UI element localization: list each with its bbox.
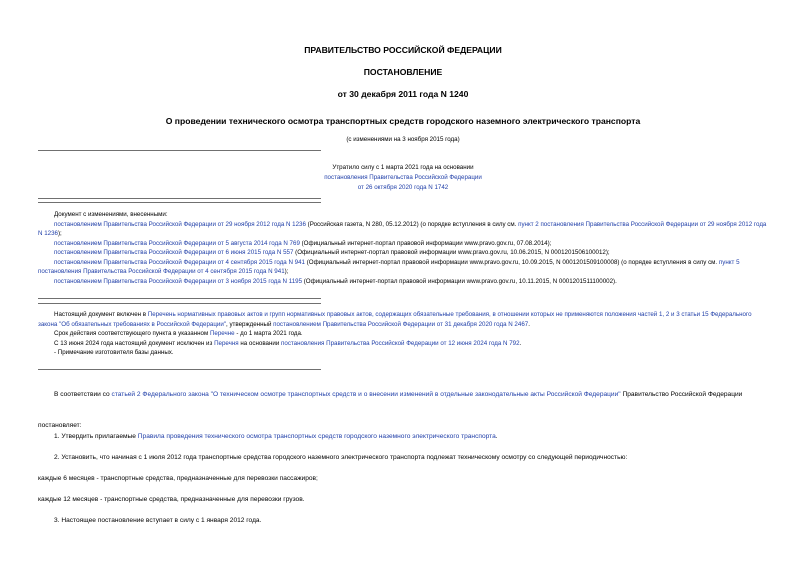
change-link[interactable]: пункт 2 постановления Правительства Российской Федерации от 29 ноября 2012 года N 1236 — [38, 220, 767, 237]
note-link[interactable]: Перечня — [214, 339, 239, 347]
divider — [38, 202, 321, 203]
period-6-months: каждые 6 месяцев - транспортные средства, предназначенные для перевозки пассажиров; — [38, 475, 318, 482]
lost-force-link-date[interactable]: от 26 октября 2020 года N 1742 — [357, 184, 449, 191]
note-footnote: - Примечание изготовителя базы данных. — [54, 349, 174, 356]
rules-link[interactable]: Правила проведения технического осмотра транспортных средств городского наземного электрического транспорта — [137, 433, 496, 440]
change-item: постановлением Правительства Российской Федерации от 29 ноября 2012 года N 1236 (Российская газета, N 280, 05.12.2012) (о порядке вступления в силу см. пункт 2 постановления Правительства Российской Федерации от 29 ноября 2012 года N 1236); — [38, 220, 767, 237]
item-3: 3. Настоящее постановление вступает в силу с 1 января 2012 года. — [54, 517, 262, 524]
resolves-label: постановляет: — [38, 422, 82, 429]
change-item: постановлением Правительства Российской Федерации от 3 ноября 2015 года N 1195 (Официальный интернет-портал правовой информации www.pravo.gov.ru, 10.11.2015, N 0001201511100002). — [54, 277, 617, 285]
note-link[interactable]: Перечне — [209, 330, 235, 337]
lost-force-line: Утратило силу с 1 марта 2021 года на основании — [332, 164, 474, 171]
divider — [38, 150, 321, 151]
lost-force-link[interactable]: постановления Правительства Российской Федерации — [324, 174, 482, 181]
note-link[interactable]: постановления Правительства Российской Федерации от 12 июня 2024 года N 792 — [281, 339, 520, 347]
change-link[interactable]: постановлением Правительства Российской Федерации от 4 сентября 2015 года N 941 — [54, 258, 305, 266]
note-link[interactable]: постановлением Правительства Российской Федерации от 31 декабря 2020 года N 2467 — [273, 320, 529, 328]
change-item: постановлением Правительства Российской Федерации от 5 августа 2014 года N 769 (Официальный интернет-портал правовой информации www.pravo.gov.ru, 07.08.2014); — [54, 239, 552, 247]
change-item: постановлением Правительства Российской Федерации от 6 июня 2015 года N 557 (Официальный интернет-портал правовой информации www.pravo.gov.ru, 10.06.2015, N 0001201506100012); — [54, 249, 610, 256]
changes-block — [38, 210, 768, 286]
database-note — [38, 310, 768, 358]
note-paragraph: Срок действия соответствующего пункта в указанном Перечне - до 1 марта 2021 года. — [54, 330, 303, 337]
divider — [38, 303, 321, 304]
item-2: 2. Установить, что начиная с 1 июля 2012 года транспортные средства городского наземного электрического транспорта подлежат техническому осмотру со следующей периодичностью: — [54, 454, 628, 461]
period-12-months: каждые 12 месяцев - транспортные средства, предназначенные для перевозки грузов. — [38, 496, 305, 503]
intro-paragraph: В соответствии со статьей 2 Федерального закона "О техническом осмотре транспортных средств и о внесении изменений в отдельные законодательные акты Российской Федерации" Правительство Российской Федерации — [54, 391, 743, 398]
note-link[interactable]: Перечень нормативных правовых актов и групп нормативных правовых актов, содержащих обязательные требования, в отношении которых не применяются положения частей 1, 2 и 3 статьи 15 Федерального закона "Об обязательных требованиях в Российской Федерации" — [38, 311, 752, 328]
org-heading: ПРАВИТЕЛЬСТВО РОССИЙСКОЙ ФЕДЕРАЦИИ — [304, 45, 502, 55]
change-link[interactable]: постановлением Правительства Российской Федерации от 29 ноября 2012 года N 1236 — [54, 220, 306, 228]
doc-type-heading: ПОСТАНОВЛЕНИЕ — [363, 67, 443, 77]
law-link[interactable]: статьей 2 Федерального закона "О техническом осмотре транспортных средств и о внесении изменений в отдельные законодательные акты Российской Федерации" — [111, 391, 621, 398]
divider — [38, 298, 321, 299]
date-number: от 30 декабря 2011 года N 1240 — [337, 89, 469, 99]
divider — [38, 198, 321, 199]
item-1: 1. Утвердить прилагаемые Правила проведения технического осмотра транспортных средств городского наземного электрического транспорта. — [54, 433, 498, 440]
revision-note: (с изменениями на 3 ноября 2015 года) — [346, 136, 460, 143]
change-link[interactable]: постановлением Правительства Российской Федерации от 3 ноября 2015 года N 1195 — [54, 277, 303, 285]
change-link[interactable]: постановлением Правительства Российской Федерации от 6 июня 2015 года N 557 — [54, 249, 294, 256]
changes-intro: Документ с изменениями, внесенными: — [54, 211, 168, 218]
note-paragraph: Настоящий документ включен в Перечень нормативных правовых актов и групп нормативных правовых актов, содержащих обязательные требования, в отношении которых не применяются положения частей 1, 2 и 3 статьи 15 Федерального закона "Об обязательных требованиях в Российской Федерации", утвержденный постановлением Правительства Российской Федерации от 31 декабря 2020 года N 2467. — [38, 311, 752, 328]
change-link[interactable]: пункт 5 постановления Правительства Российской Федерации от 4 сентября 2015 года N 941 — [38, 258, 740, 275]
change-item: постановлением Правительства Российской Федерации от 4 сентября 2015 года N 941 (Официальный интернет-портал правовой информации www.pravo.gov.ru, 10.09.2015, N 0001201509100008) (о порядке вступления в силу см. пункт 5 постановления Правительства Российской Федерации от 4 сентября 2015 года N 941); — [38, 258, 740, 275]
note-paragraph: С 13 июня 2024 года настоящий документ исключен из Перечня на основании постановления Правительства Российской Федерации от 12 июня 2024 года N 792. — [54, 339, 522, 347]
divider — [38, 369, 321, 370]
change-link[interactable]: постановлением Правительства Российской Федерации от 5 августа 2014 года N 769 — [54, 239, 300, 247]
document-title: О проведении технического осмотра транспортных средств городского наземного электрического транспорта — [165, 116, 641, 126]
